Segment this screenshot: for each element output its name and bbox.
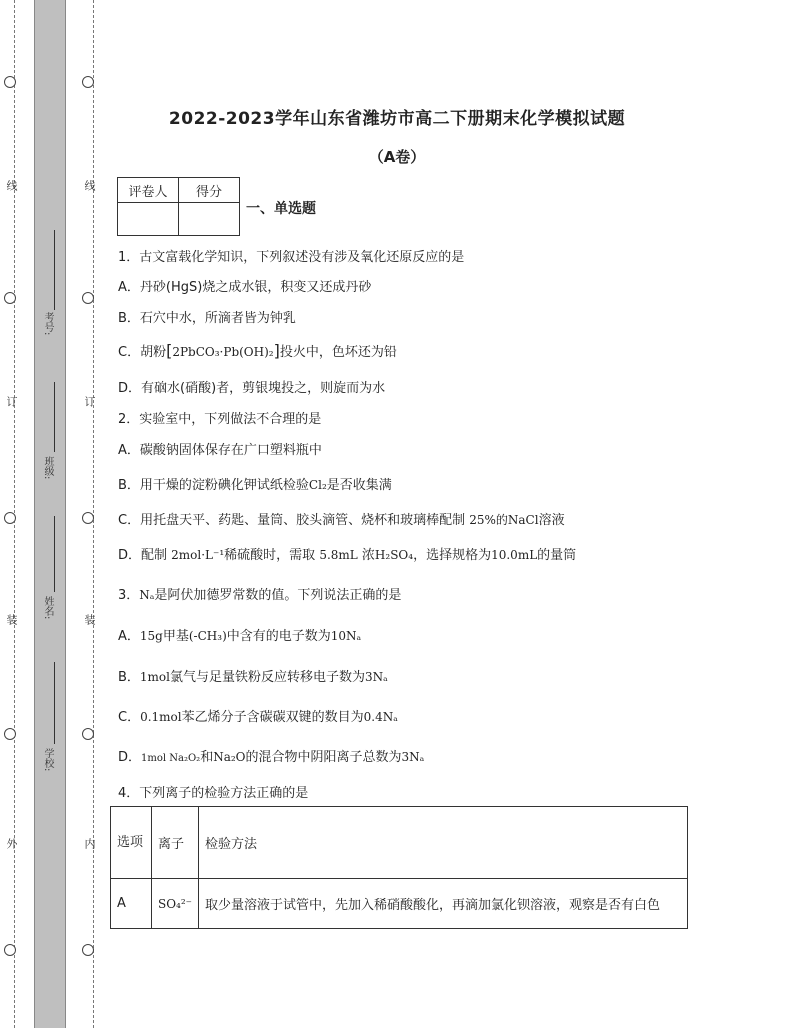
question-1-option-d: D．有硇水(硝酸)者，剪银塊投之，则旋而为水 [118,381,386,396]
formula: 10Nₐ [330,629,362,643]
table-header: 离子 [152,807,199,879]
binding-char: 订 [83,396,96,407]
page-subtitle: （A卷） [368,148,426,166]
binding-char: 线 [83,180,96,191]
option-text: 甲基 [162,629,189,644]
option-text: 氯气与足量铁粉反应转移电子数为 [170,670,366,685]
grader-table [117,177,240,236]
binding-char: 内 [83,838,96,849]
option-text: D．配制 [118,548,168,563]
grader-header: 评卷人 [118,178,179,203]
binding-char: 订 [5,396,18,407]
option-text: C．用托盘天平、药匙、量筒、胶头滴管、烧杯和玻璃棒配制 [118,513,466,528]
binding-hole [4,76,16,88]
formula: 2PbCO₃·Pb(OH)₂ [172,345,274,359]
formula: 2mol·L⁻¹ [171,548,225,562]
formula: Cl₂ [308,478,327,492]
table-cell: 取少量溶液于试管中，先加入稀硝酸酸化，再滴加氯化钡溶液，观察是否有白色 [199,879,688,929]
option-text: 投火中，色坏还为铅 [279,345,397,360]
ion-test-table [110,806,688,929]
binding-char: 外 [5,838,18,849]
page-title: 2022-2023学年山东省潍坊市高二下册期末化学模拟试题 [168,109,626,129]
field-label-exam-number: 考号: [42,312,53,336]
question-3-stem [118,584,401,603]
question-2-option-a: A．碳酸钠固体保存在广口塑料瓶中 [118,443,322,458]
binding-char: 装 [83,614,96,625]
field-underline [54,662,55,744]
formula: 3Nₐ [401,750,425,764]
binding-hole [4,512,16,524]
formula: 1mol Na₂O₂ [141,753,201,764]
question-2-option-d [118,544,576,563]
option-text: 中含有的电子数为 [226,629,331,644]
binding-char: 装 [5,614,18,625]
option-text: B．用干燥的淀粉碘化钾试纸检验 [118,478,309,493]
question-text: 是阿伏加德罗常数的值。下列说法正确的是 [154,588,402,603]
grader-cell [118,203,179,236]
option-text: 苯乙烯分子含碳碳双键的数目为 [181,710,364,725]
field-label-school: 学校: [42,748,53,772]
formula: (-CH₃) [188,629,227,643]
formula: 10.0mL [491,548,538,562]
field-label-name: 姓名: [42,596,53,620]
question-1-stem: 1．古文富载化学知识，下列叙述没有涉及氧化还原反应的是 [118,250,465,265]
question-3-option-b [118,666,388,685]
option-text: 的量筒 [537,548,577,563]
formula: 0.1mol [140,710,182,724]
field-underline [54,230,55,310]
option-text: 稀硫酸时，需取 [224,548,316,563]
option-text: B． [118,670,140,685]
binding-hole [82,728,94,740]
field-underline [54,382,55,452]
question-4-stem: 4．下列离子的检验方法正确的是 [118,786,309,801]
score-header: 得分 [179,178,240,203]
formula: 0.4Nₐ [363,710,398,724]
formula: Nₐ [139,588,155,602]
score-cell [179,203,240,236]
question-3-option-d [118,746,424,765]
formula: 15g [139,629,163,643]
field-underline [54,516,55,592]
question-text: 3． [118,588,140,603]
table-cell: SO₄²⁻ [152,879,199,929]
table-cell: A [111,879,152,929]
option-text: 的混合物中阴阳离子总数为 [245,750,402,765]
question-2-option-c [118,509,565,528]
binding-hole [82,292,94,304]
option-text: 溶液 [538,513,565,528]
option-text: 和 [200,750,214,765]
question-2-stem: 2．实验室中，下列做法不合理的是 [118,412,322,427]
question-3-option-c [118,706,398,725]
formula: H₂SO₄ [374,548,414,562]
option-text: D． [118,750,142,765]
question-1-option-b: B．石穴中水，所滴者皆为钟乳 [118,311,296,326]
binding-char: 线 [5,180,18,191]
binding-hole [4,944,16,956]
option-text: C． [118,710,141,725]
binding-hole [82,76,94,88]
question-3-option-a [118,625,361,644]
table-header: 检验方法 [199,807,688,879]
question-2-option-b [118,474,392,493]
binding-hole [4,728,16,740]
formula: Na₂O [213,750,246,764]
formula: 25%的NaCl [469,513,539,527]
formula: 5.8mL [319,548,358,562]
section-title: 一、单选题 [246,201,316,217]
field-label-class: 班级: [42,456,53,480]
binding-hole [82,944,94,956]
option-text: A． [118,629,140,644]
option-text: 是否收集满 [326,478,392,493]
option-text: ，选择规格为 [413,548,492,563]
formula: 3Nₐ [365,670,388,684]
question-1-option-a: A．丹砂(HgS)烧之成水银，积变又还成丹砂 [118,280,372,295]
question-1-option-c: C．胡粉[2PbCO₃·Pb(OH)₂]投火中，色坏还为铅 [118,341,397,360]
option-text: C．胡粉 [118,345,167,360]
binding-hole [4,292,16,304]
formula: 1mol [139,670,170,684]
option-text: 浓 [361,548,375,563]
binding-hole [82,512,94,524]
table-header: 选项 [111,807,152,879]
